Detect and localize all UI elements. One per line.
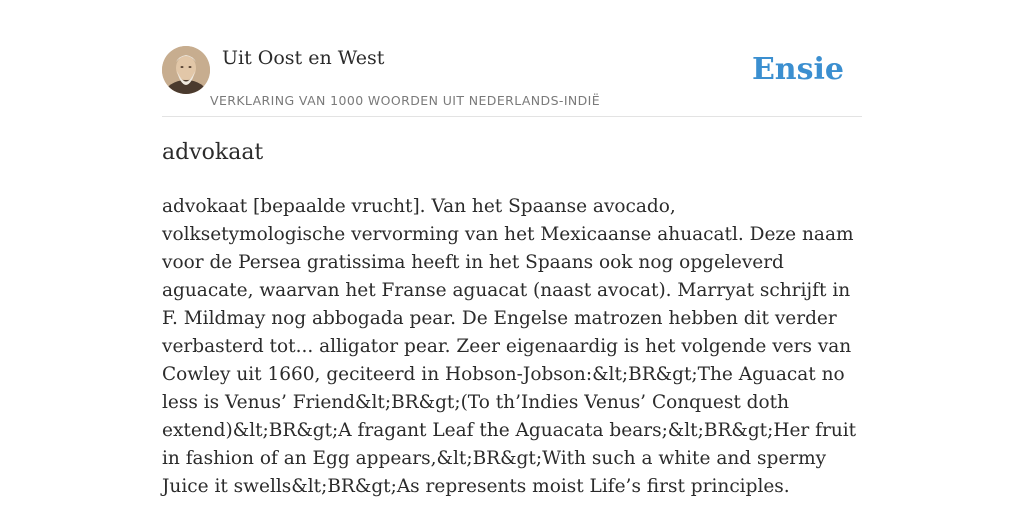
entry-title: advokaat xyxy=(162,140,264,165)
source-subtitle: VERKLARING VAN 1000 WOORDEN UIT NEDERLANDS-INDIË xyxy=(210,93,601,108)
site-header xyxy=(162,46,862,117)
author-avatar[interactable] xyxy=(162,46,210,94)
portrait-image xyxy=(162,46,210,94)
entry-body: advokaat [bepaalde vrucht]. Van het Spaanse avocado, volksetymologische vervorming van het Mexicaanse ahuacatl. Deze naam voor de Persea gratissima heeft in het Spaans ook nog opgeleverd aguacate, waarvan het Franse aguacat (naast avocat). Marryat schrijft in F. Mildmay nog abbogada pear. De Engelse matrozen hebben dit verder verbasterd tot... alligator pear. Zeer eigenaardig is het volgende vers van Cowley uit 1660, geciteerd in Hobson-Jobson:&lt;BR&gt;The Aguacat no less is Venus’ Friend&lt;BR&gt;(To th’Indies Venus’ Conquest doth extend)&lt;BR&gt;A fragant Leaf the Aguacata bears;&lt;BR&gt;Her fruit in fashion of an Egg appears,&lt;BR&gt;With such a white and spermy Juice it swells&lt;BR&gt;As represents moist Life’s first principles. xyxy=(162,196,857,497)
ensie-logo[interactable]: Ensie xyxy=(751,52,844,87)
source-title[interactable]: Uit Oost en West xyxy=(222,47,385,69)
